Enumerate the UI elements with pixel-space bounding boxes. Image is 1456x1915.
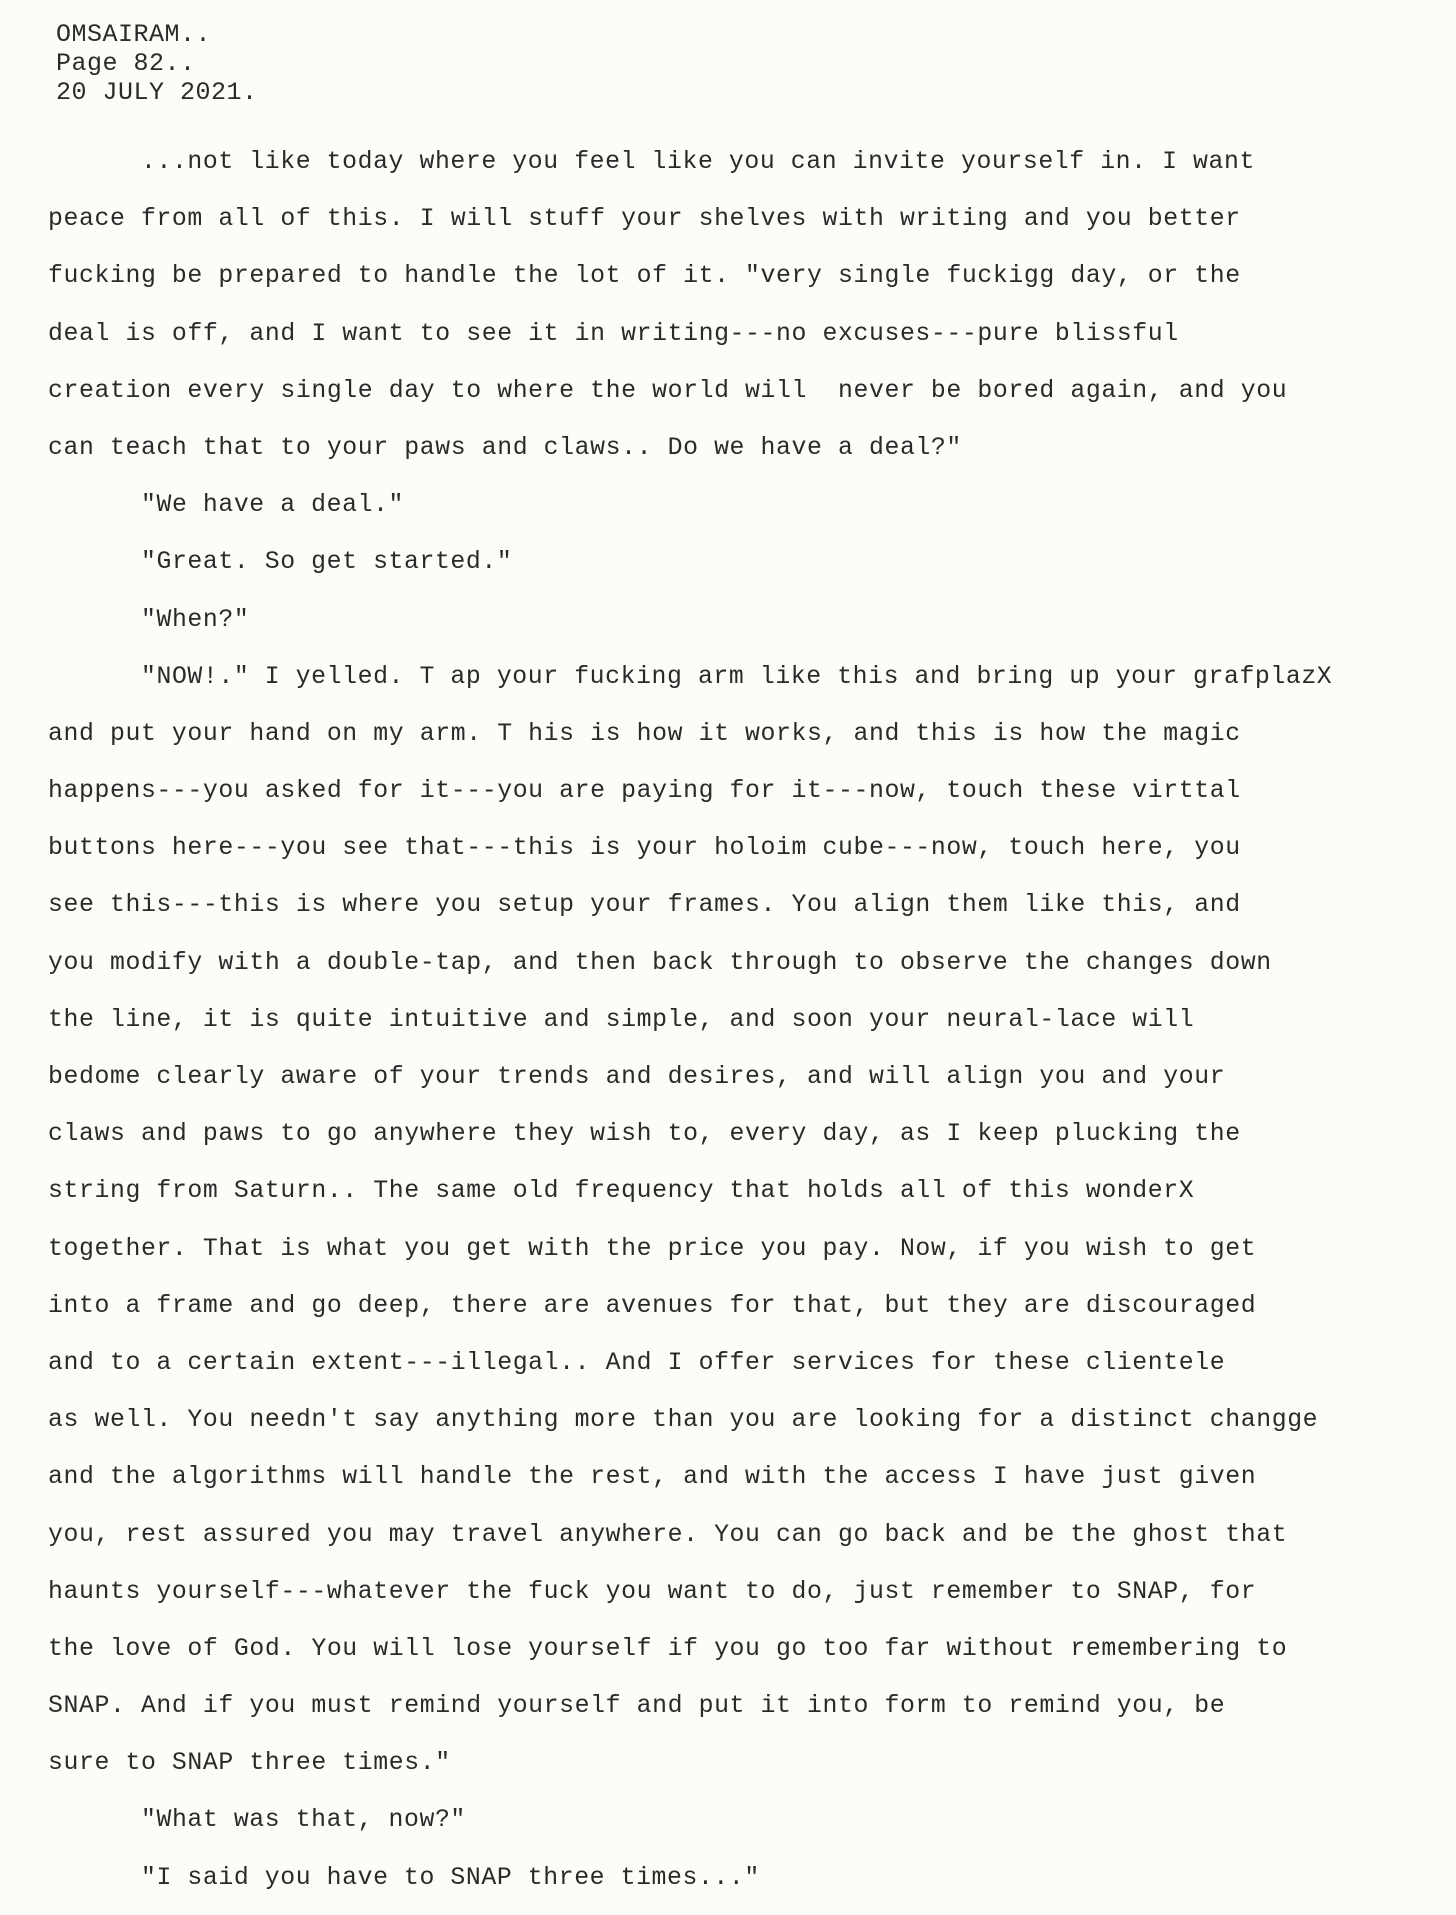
text-line: "When?": [141, 605, 250, 634]
text-line: together. That is what you get with the price you pay. Now, if you wish to get: [48, 1234, 1257, 1263]
text-line: ...not like today where you feel like you can invite yourself in. I want: [141, 148, 1255, 176]
text-line: "We have a deal.": [141, 491, 405, 520]
text-line: haunts yourself---whatever the fuck you want to do, just remember to SNAP, for: [48, 1577, 1257, 1606]
header-page-number: Page 82..: [56, 49, 196, 78]
text-line: you, rest assured you may travel anywhere. You can go back and be the ghost that: [48, 1520, 1288, 1549]
text-line: sure to SNAP three times.": [48, 1749, 451, 1778]
text-line: see this---this is where you setup your frames. You align them like this, and: [48, 891, 1241, 920]
text-line: claws and paws to go anywhere they wish to, every day, as I keep plucking the: [48, 1120, 1241, 1149]
text-line: can teach that to your paws and claws.. Do we have a deal?": [48, 433, 962, 462]
text-line: string from Saturn.. The same old frequency that holds all of this wonderX: [48, 1177, 1195, 1206]
text-line: peace from all of this. I will stuff your shelves with writing and you better: [48, 205, 1241, 234]
header-title: OMSAIRAM..: [56, 20, 212, 49]
body-text: [48, 142, 1418, 1915]
text-line: fucking be prepared to handle the lot of it. "very single fuckigg day, or the: [48, 262, 1241, 291]
text-line: SNAP. And if you must remind yourself and put it into form to remind you, be: [48, 1692, 1226, 1721]
page-header: [56, 20, 258, 107]
text-line: the love of God. You will lose yourself if you go too far without remembering to: [48, 1634, 1288, 1663]
text-line: into a frame and go deep, there are avenues for that, but they are discouraged: [48, 1291, 1257, 1320]
text-line: "What was that, now?": [141, 1806, 466, 1835]
text-line: happens---you asked for it---you are paying for it---now, touch these virttal: [48, 777, 1241, 806]
text-line: buttons here---you see that---this is your holoim cube---now, touch here, you: [48, 834, 1241, 863]
text-line: as well. You needn't say anything more than you are looking for a distinct changge: [48, 1406, 1319, 1435]
text-line: the line, it is quite intuitive and simple, and soon your neural-lace will: [48, 1005, 1195, 1034]
text-line: and the algorithms will handle the rest, and with the access I have just given: [48, 1463, 1257, 1492]
text-line: "I said you have to SNAP three times...": [141, 1863, 760, 1892]
text-line: and put your hand on my arm. T his is how it works, and this is how the magic: [48, 719, 1241, 748]
text-line: creation every single day to where the world will never be bored again, and you: [48, 376, 1288, 405]
text-line: "NOW!." I yelled. T ap your fucking arm like this and bring up your grafplazX: [141, 662, 1333, 691]
text-line: "Great. So get started.": [141, 548, 513, 577]
text-line: you modify with a double-tap, and then back through to observe the changes down: [48, 948, 1272, 977]
text-line: bedome clearly aware of your trends and desires, and will align you and your: [48, 1063, 1226, 1091]
text-line: and to a certain extent---illegal.. And I offer services for these clientele: [48, 1348, 1226, 1377]
header-date: 20 JULY 2021.: [56, 78, 258, 107]
text-line: deal is off, and I want to see it in writing---no excuses---pure blissful: [48, 319, 1179, 348]
